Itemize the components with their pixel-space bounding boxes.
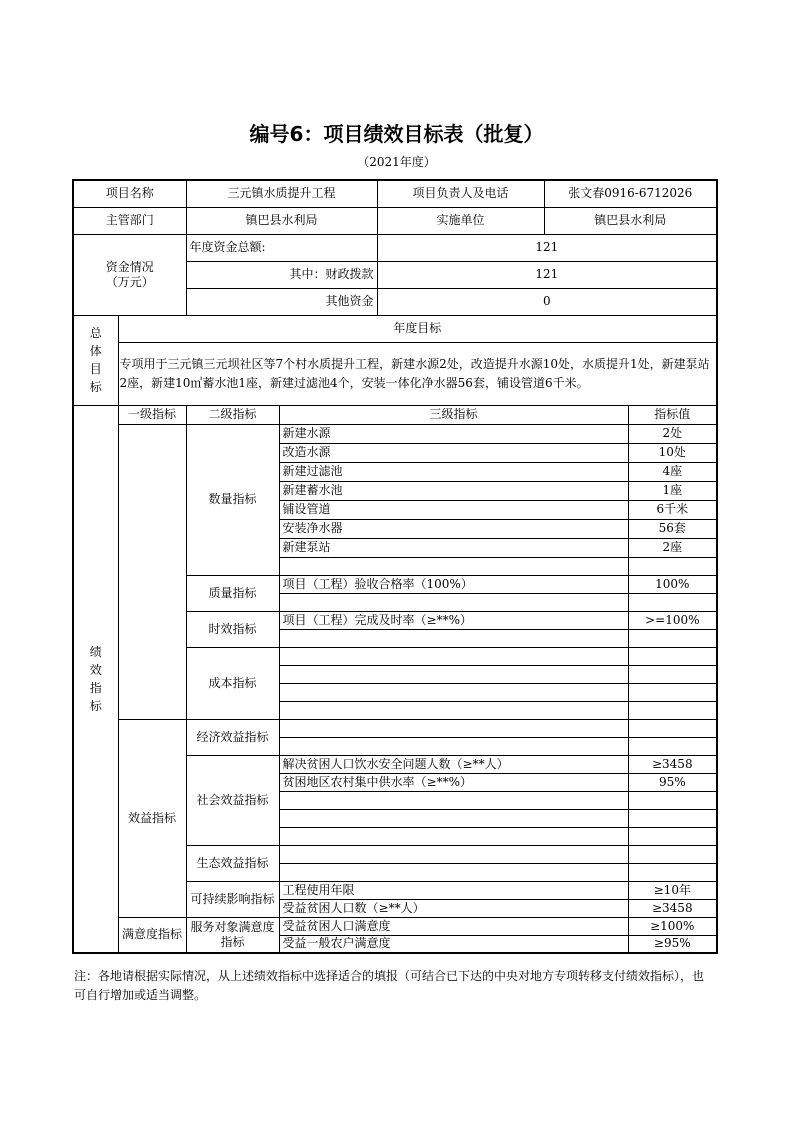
empty-cell (628, 593, 717, 611)
social-label: 社会效益指标 (186, 755, 279, 845)
eco-label: 生态效益指标 (186, 845, 279, 881)
owner-label: 项目负责人及电话 (377, 180, 544, 207)
empty-cell (279, 827, 628, 845)
funds-total-label: 年度资金总额: (186, 234, 377, 261)
qty-item-value: 10处 (628, 443, 717, 462)
perf-header-row (73, 405, 717, 424)
goal-text-row (73, 342, 717, 405)
empty-cell (628, 629, 717, 647)
performance-table (72, 179, 718, 954)
social-item-name: 贫困地区农村集中供水率（≥**%） (279, 773, 628, 791)
quality-label: 质量指标 (186, 575, 279, 611)
funds-fiscal-value: 121 (377, 261, 717, 288)
qty-item-value: 4座 (628, 462, 717, 481)
page-title: 编号6：项目绩效目标表（批复） (249, 122, 544, 146)
empty-cell (279, 863, 628, 881)
empty-cell (628, 809, 717, 827)
empty-cell (279, 791, 628, 809)
dept-label: 主管部门 (73, 207, 186, 234)
dept-value: 镇巴县水利局 (186, 207, 377, 234)
time-item-value: >=100% (628, 611, 717, 629)
empty-cell (279, 845, 628, 863)
funds-label (73, 234, 186, 315)
annual-goal-label: 年度目标 (118, 315, 717, 342)
qty-item-name: 新建蓄水池 (279, 481, 628, 500)
empty-cell (628, 737, 717, 755)
satisfaction-row (73, 917, 717, 935)
sustain-item-value: ≥10年 (628, 881, 717, 899)
quality-item-name: 项目（工程）验收合格率（100%） (279, 575, 628, 593)
time-item-name: 项目（工程）完成及时率（≥**%） (279, 611, 628, 629)
sustain-item-name: 受益贫困人口数（≥**人） (279, 899, 628, 917)
satisfaction-item-name: 受益一般农户满意度 (279, 935, 628, 953)
qty-item-value: 6千米 (628, 500, 717, 519)
social-item-value: ≥3458 (628, 755, 717, 773)
header-row-1 (73, 180, 717, 207)
empty-cell (279, 629, 628, 647)
funds-label-line2: （万元） (105, 274, 154, 289)
header-row-2 (73, 207, 717, 234)
satisfaction-label: 满意度指标 (118, 917, 186, 953)
qty-item-name: 新建过滤池 (279, 462, 628, 481)
social-item-value: 95% (628, 773, 717, 791)
satisfaction-item-value: ≥95% (628, 935, 717, 953)
impl-label: 实施单位 (377, 207, 544, 234)
sustain-label: 可持续影响指标 (186, 881, 279, 917)
funds-row-total (73, 234, 717, 261)
economic-label: 经济效益指标 (186, 719, 279, 755)
funds-other-value: 0 (377, 288, 717, 315)
owner-value: 张文春0916-6712026 (544, 180, 717, 207)
impl-value: 镇巴县水利局 (544, 207, 717, 234)
social-item-name: 解决贫困人口饮水安全问题人数（≥**人） (279, 755, 628, 773)
qty-row (73, 424, 717, 443)
empty-cell (279, 737, 628, 755)
sustain-item-value: ≥3458 (628, 899, 717, 917)
empty-cell (279, 683, 628, 701)
empty-cell (279, 701, 628, 719)
service-label: 服务对象满意度指标 (186, 917, 279, 953)
project-name-label: 项目名称 (73, 180, 186, 207)
empty-cell (279, 809, 628, 827)
empty-cell (279, 647, 628, 665)
qty-item-value: 2座 (628, 538, 717, 557)
empty-cell (628, 701, 717, 719)
funds-fiscal-label: 其中：财政拨款 (186, 261, 377, 288)
empty-cell (628, 647, 717, 665)
quality-item-value: 100% (628, 575, 717, 593)
empty-cell (628, 827, 717, 845)
goal-header-row (73, 315, 717, 342)
qty-item-name: 安装净水器 (279, 519, 628, 538)
goal-text: 专项用于三元镇三元坝社区等7个村水质提升工程，新建水源2处，改造提升水源10处，水质提升1处，新建泵站2座，新建10㎥蓄水池1座，新建过滤池4个，安装一体化净水器56套，铺设管道6千米。 (118, 342, 717, 405)
project-name-value: 三元镇水质提升工程 (186, 180, 377, 207)
empty-cell (628, 845, 717, 863)
empty-cell (279, 665, 628, 683)
empty-cell (628, 863, 717, 881)
empty-cell (628, 665, 717, 683)
empty-cell (628, 683, 717, 701)
funds-total-value: 121 (377, 234, 717, 261)
qty-item-name: 新建水源 (279, 424, 628, 443)
perf-col1: 一级指标 (118, 405, 186, 424)
footnote: 注：各地请根据实际情况，从上述绩效指标中选择适合的填报（可结合已下达的中央对地方专项转移支付绩效指标），也可自行增加或适当调整。 (74, 969, 705, 1003)
qty-item-value: 2处 (628, 424, 717, 443)
qty-item-value: 1座 (628, 481, 717, 500)
goal-label (73, 315, 118, 405)
qty-item-name: 铺设管道 (279, 500, 628, 519)
satisfaction-item-name: 受益贫困人口满意度 (279, 917, 628, 935)
sustain-item-name: 工程使用年限 (279, 881, 628, 899)
empty-cell (279, 593, 628, 611)
time-label: 时效指标 (186, 611, 279, 647)
economic-row (73, 719, 717, 737)
funds-label-line1: 资金情况 (105, 259, 154, 274)
qty-item-name: 新建泵站 (279, 538, 628, 557)
goal-label-text: 总体目标 (89, 326, 102, 394)
empty-cell (279, 557, 628, 575)
empty-cell (628, 719, 717, 737)
satisfaction-item-value: ≥100% (628, 917, 717, 935)
funds-other-label: 其他资金 (186, 288, 377, 315)
qty-label: 数量指标 (186, 424, 279, 575)
benefit-label: 效益指标 (118, 719, 186, 917)
empty-cell (628, 557, 717, 575)
perf-label (73, 405, 118, 953)
output-level-cell (118, 424, 186, 719)
perf-col2: 二级指标 (186, 405, 279, 424)
perf-col4: 指标值 (628, 405, 717, 424)
page-subtitle: （2021年度） (357, 155, 436, 169)
perf-col3: 三级指标 (279, 405, 628, 424)
empty-cell (279, 719, 628, 737)
cost-label: 成本指标 (186, 647, 279, 719)
empty-cell (628, 791, 717, 809)
qty-item-value: 56套 (628, 519, 717, 538)
perf-label-text: 绩效指标 (89, 644, 102, 713)
qty-item-name: 改造水源 (279, 443, 628, 462)
